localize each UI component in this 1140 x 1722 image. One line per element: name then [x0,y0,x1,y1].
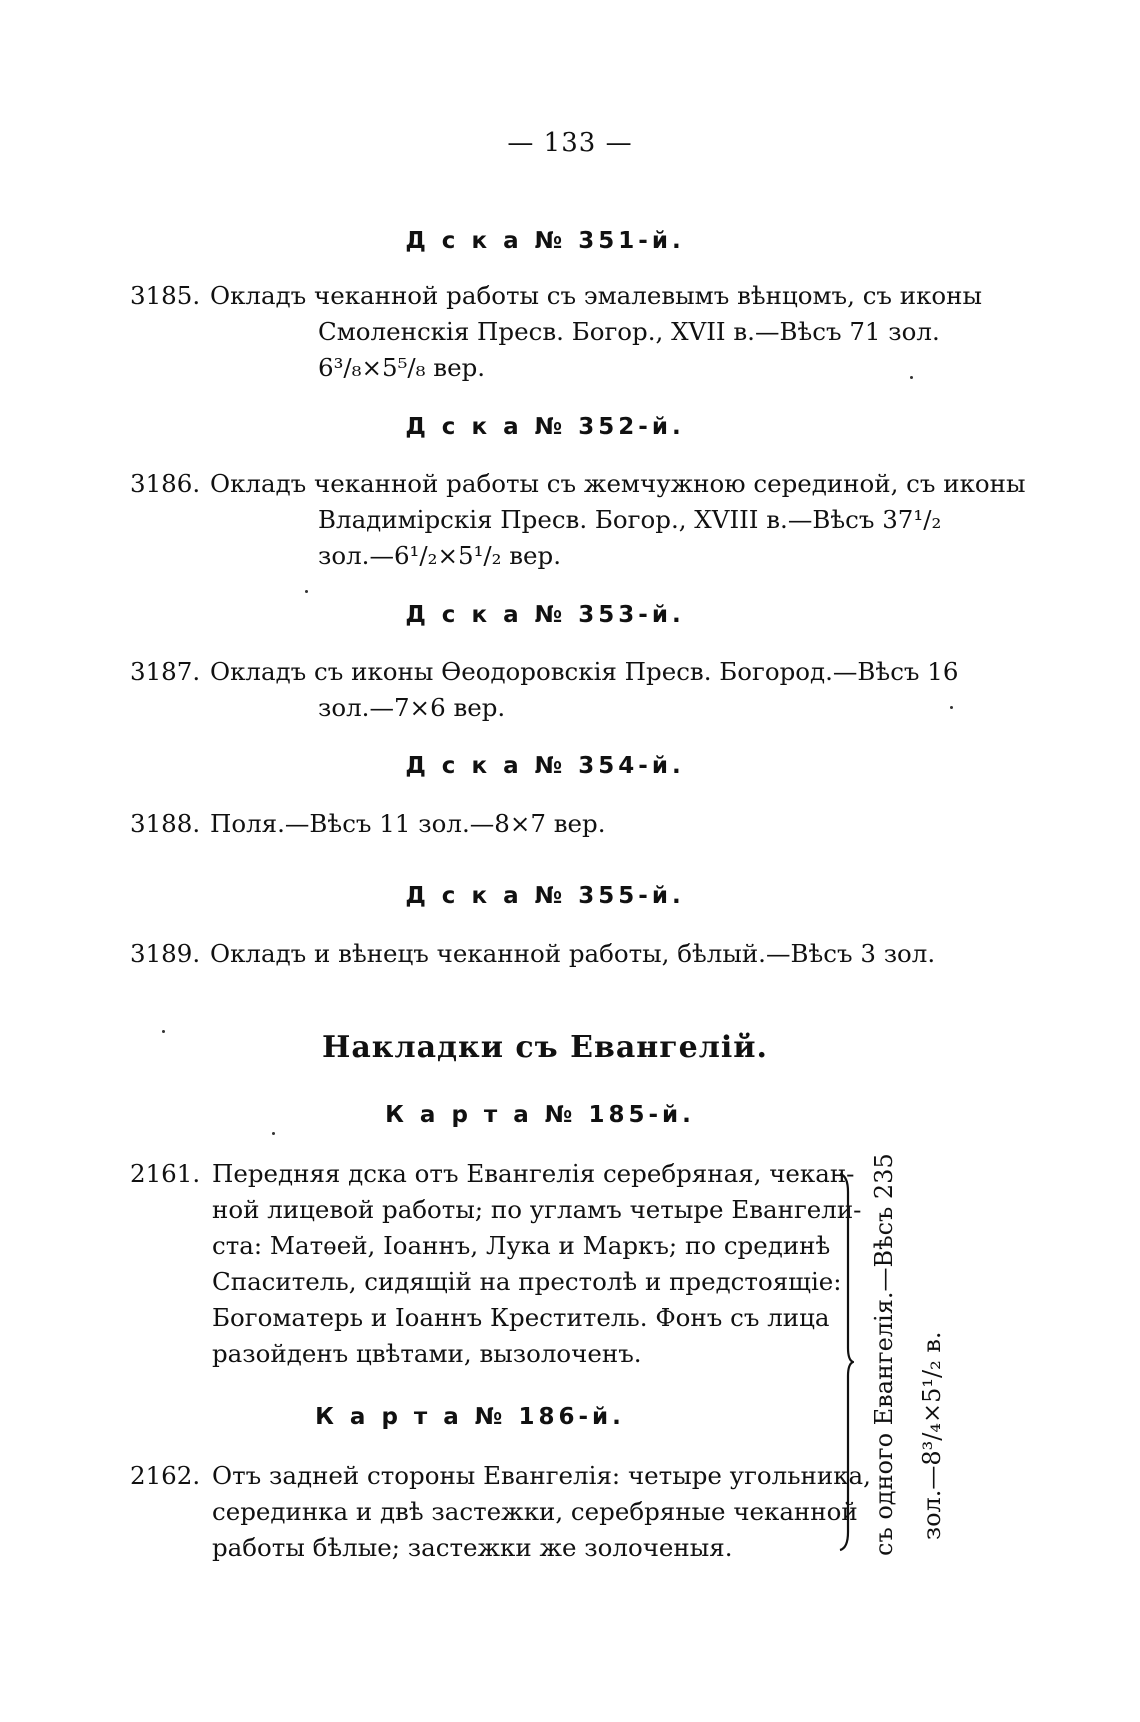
section-heading-353: Д с к а № 353-й. [405,602,685,628]
entry-3188 [130,806,960,844]
entry-number: 3187. [130,657,201,686]
entry-line: Спаситель, сидящій на престолѣ и предстоящіе: [212,1267,842,1296]
entry-line: Окладъ съ иконы Ѳеодоровскія Пресв. Богород.—Вѣсъ 16 [210,657,959,686]
ink-speck [910,376,913,379]
side-note-line-1: съ одного Евангелія.—Вѣсъ 235 [870,1153,898,1556]
ink-speck [272,1132,275,1135]
entry-line: Богоматерь и Іоаннъ Креститель. Фонъ съ лица [212,1303,830,1332]
karta-heading-186: К а р т а № 186-й. [315,1404,625,1430]
entry-line: разойденъ цвѣтами, вызолоченъ. [212,1339,642,1368]
entry-line: Передняя дска отъ Евангелія серебряная, чекан- [212,1159,855,1188]
entry-2162 [130,1458,871,1568]
side-note [860,1153,990,1560]
page-number: — 133 — [507,128,633,158]
entry-line: Отъ задней стороны Евангелія: четыре угольника, [212,1461,871,1490]
entry-line: серединка и двѣ застежки, серебряные чеканной [212,1497,858,1526]
entry-line: зол.—6¹/₂×5¹/₂ вер. [318,541,562,570]
entry-3186 [130,466,1026,576]
entry-3189 [130,936,960,974]
section-heading-351: Д с к а № 351-й. [405,228,685,254]
ink-speck [162,1030,165,1033]
entry-number: 2161. [130,1159,201,1188]
curly-brace-icon [838,1172,854,1552]
ink-speck [950,706,953,709]
section-heading-354: Д с к а № 354-й. [405,753,685,779]
entry-number: 3189. [130,939,201,968]
entry-line: ной лицевой работы; по угламъ четыре Евангели- [212,1195,862,1224]
entry-line: 6³/₈×5⁵/₈ вер. [318,353,486,382]
entry-number: 3188. [130,809,201,838]
karta-heading-185: К а р т а № 185-й. [385,1102,695,1128]
ink-speck [305,590,308,593]
entry-line: ста: Матѳей, Іоаннъ, Лука и Маркъ; по срединѣ [212,1231,831,1260]
entry-number: 3186. [130,469,201,498]
entry-line: Окладъ чеканной работы съ жемчужною серединой, съ иконы [210,469,1026,498]
section-title: Накладки съ Евангелій. [322,1030,768,1065]
section-heading-352: Д с к а № 352-й. [405,414,685,440]
entry-line: работы бѣлые; застежки же золоченыя. [212,1533,733,1562]
entry-line: Владимірскія Пресв. Богор., XVIII в.—Вѣсъ 37¹/₂ [318,505,942,534]
section-heading-355: Д с к а № 355-й. [405,883,685,909]
entry-number: 3185. [130,281,201,310]
entry-line: Поля.—Вѣсъ 11 зол.—8×7 вер. [210,809,606,838]
entry-line: Окладъ чеканной работы съ эмалевымъ вѣнцомъ, съ иконы [210,281,983,310]
side-note-line-2: зол.—8³/₄×5¹/₂ в. [918,1331,946,1540]
entry-line: Смоленскія Пресв. Богор., XVII в.—Вѣсъ 71 зол. [318,317,940,346]
entry-line: зол.—7×6 вер. [318,693,506,722]
entry-3185 [130,278,983,388]
entry-line: Окладъ и вѣнецъ чеканной работы, бѣлый.—Вѣсъ 3 зол. [210,939,936,968]
entry-3187 [130,654,960,728]
entry-2161 [130,1156,862,1376]
entry-number: 2162. [130,1461,201,1490]
